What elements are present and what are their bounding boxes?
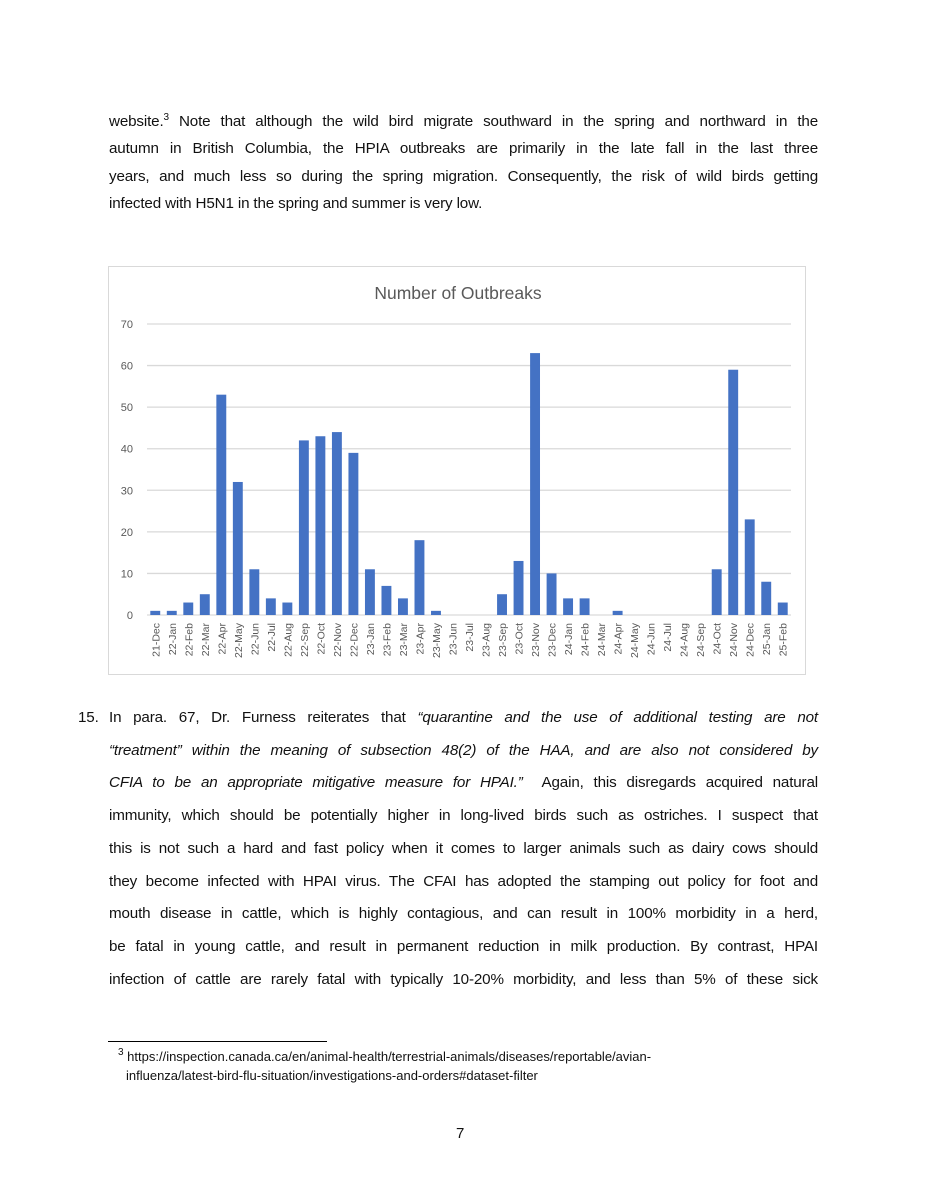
body-paragraph-wild-bird-migration [109,108,818,217]
bar-23-Sep [497,594,507,615]
footnote-separator [108,1041,327,1042]
bar-24-Feb [580,598,590,615]
y-tick-label: 30 [120,485,133,498]
page-number: 7 [456,1125,465,1142]
x-tick-label: 22-Jan [166,623,179,656]
x-tick-label: 22-Mar [199,623,212,657]
footnote-reference[interactable]: 3 [163,112,169,123]
bar-24-Apr [613,611,623,615]
x-tick-label: 24-May [629,623,642,659]
paragraph-line: be fatal in young cattle, and result in permanent reduction in milk production. By contrast, HPAI [109,937,818,955]
x-tick-label: 22-Jun [249,623,262,656]
bar-22-Sep [299,440,309,615]
quoted-text: CFIA to be an appropriate mitigative measure for HPAI.” [109,774,523,792]
paragraph-line: they become infected with HPAI virus. The CFAI has adopted the stamping out policy for foot and [109,872,818,890]
x-tick-label: 22-May [232,623,245,659]
bar-22-Nov [332,432,342,615]
paragraph-line: years, and much less so during the spring migration. Consequently, the risk of wild birds getting [109,167,818,185]
bar-22-Jul [266,598,276,615]
bar-24-Jan [563,598,573,615]
y-tick-label: 0 [126,610,133,622]
x-tick-label: 23-Jun [447,623,460,656]
bar-21-Dec [150,611,160,615]
x-tick-label: 24-Oct [711,623,724,655]
line-text: website. [109,113,164,130]
bar-22-May [233,482,243,615]
paragraph-line [109,702,818,735]
x-tick-label: 23-Feb [381,623,394,657]
paragraph-line: this is not such a hard and fast policy when it comes to larger animals such as dairy cows should [109,839,818,857]
x-tick-label: 23-Jan [364,623,377,656]
x-tick-label: 24-Jul [662,623,675,652]
bar-22-Aug [282,603,292,615]
y-tick-label: 10 [120,568,133,581]
footnote-url-continued[interactable]: influenza/latest-bird-flu-situation/investigations-and-orders#dataset-filter [126,1067,538,1083]
bar-23-Feb [381,586,391,615]
x-tick-label: 25-Feb [777,623,790,657]
x-tick-label: 24-Jan [563,623,576,656]
x-tick-label: 23-Oct [513,623,526,655]
x-tick-label: 24-Dec [744,623,757,657]
x-tick-label: 22-Sep [298,623,311,657]
bar-22-Oct [315,436,325,615]
x-tick-label: 24-Mar [596,623,609,657]
footnote [118,1048,818,1085]
line-text: Again, this disregards acquired natural [522,774,818,792]
x-tick-label: 23-Apr [414,623,427,655]
x-tick-label: 23-Nov [530,623,543,657]
x-tick-label: 24-Jun [645,623,658,656]
bar-23-Apr [415,540,425,615]
x-tick-label: 23-Jul [464,623,476,652]
x-tick-label: 22-Aug [282,623,295,657]
quoted-text: “treatment” within the meaning of subsection 48(2) of the HAA, and are also not considered by [109,741,818,759]
numbered-paragraph-15 [78,702,818,996]
bar-22-Feb [183,603,193,615]
paragraph-line: infection of cattle are rarely fatal with typically 10-20% morbidity, and less than 5% of these sick [109,970,818,988]
paragraph-line: autumn in British Columbia, the HPIA outbreaks are primarily in the late fall in the last three [109,140,818,158]
x-tick-label: 24-Aug [678,623,691,657]
bar-24-Oct [712,569,722,615]
x-tick-label: 24-Nov [728,623,741,657]
y-tick-label: 70 [120,319,133,331]
x-tick-label: 23-Sep [497,623,510,657]
paragraph-line [109,767,818,800]
y-tick-label: 40 [120,443,133,456]
x-tick-label: 23-Aug [480,623,493,657]
bar-23-Mar [398,598,408,615]
paragraph-number: 15. [78,709,99,726]
x-tick-label: 22-Apr [216,623,229,655]
bar-23-Nov [530,353,540,615]
bar-24-Dec [745,519,755,615]
quoted-text: “quarantine and the use of additional testing are not [417,709,818,726]
x-tick-label: 22-Feb [183,623,196,657]
chart-title: Number of Outbreaks [374,283,542,303]
x-tick-label: 22-Oct [315,623,328,655]
bar-22-Apr [216,395,226,615]
bar-22-Mar [200,594,210,615]
y-tick-label: 60 [120,360,133,373]
x-tick-label: 23-May [430,623,443,659]
bar-24-Nov [728,370,738,615]
footnote-marker: 3 [118,1047,124,1058]
x-tick-label: 24-Apr [612,623,625,655]
bar-22-Jun [249,569,259,615]
bar-22-Dec [348,453,358,615]
bar-23-Oct [514,561,524,615]
paragraph-line [109,108,818,135]
paragraph-line: infected with H5N1 in the spring and summer is very low. [109,194,483,212]
x-tick-label: 22-Dec [348,623,361,657]
paragraph-line: mouth disease in cattle, which is highly contagious, and can result in 100% morbidity in a herd, [109,905,818,923]
footnote-url[interactable]: https://inspection.canada.ca/en/animal-health/terrestrial-animals/diseases/reportable/avian- [123,1049,652,1064]
x-tick-label: 21-Dec [150,623,163,657]
outbreaks-bar-chart [108,266,806,675]
x-tick-label: 24-Sep [695,623,708,657]
x-tick-label: 23-Mar [397,623,410,657]
bar-22-Jan [167,611,177,615]
bar-23-May [431,611,441,615]
x-tick-label: 23-Dec [546,623,559,657]
line-text: In para. 67, Dr. Furness reiterates that [109,709,418,726]
x-tick-label: 25-Jan [761,623,774,656]
x-tick-label: 22-Jul [265,623,278,652]
bar-23-Jan [365,569,375,615]
line-text: Note that although the wild bird migrate southward in the spring and northward in the [168,113,818,130]
bar-23-Dec [547,573,557,615]
y-tick-label: 50 [120,402,133,415]
chart-canvas [109,267,807,676]
x-tick-label: 22-Nov [331,623,344,657]
y-tick-label: 20 [120,526,133,539]
x-tick-label: 24-Feb [579,623,592,657]
bar-25-Feb [778,603,788,615]
paragraph-line: immunity, which should be potentially higher in long-lived birds such as ostriches. I suspect that [109,807,818,825]
bar-25-Jan [761,582,771,615]
